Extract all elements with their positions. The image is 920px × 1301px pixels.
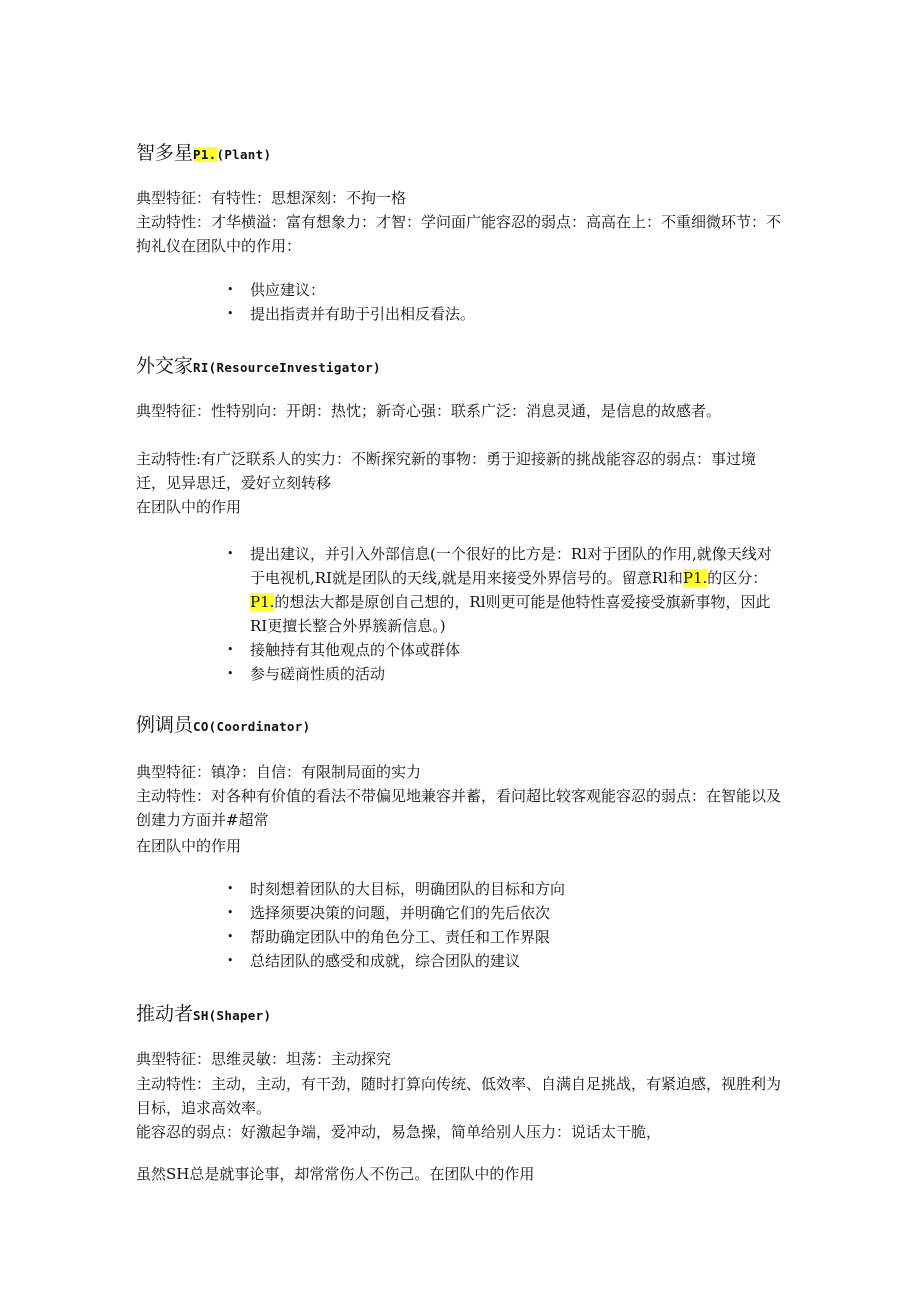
heading-cn: 推动者 [136,1003,194,1025]
co-typical: 典型特征：镇净：自信：有限制局面的实力 [136,763,422,781]
bullet-text: 的想法大都是原创自己想的，Rl则更可能是他特性喜爱接受旗新事物，因此RI更擅长整合外界簇新信息。) [250,593,771,635]
heading-cn: 例调员 [136,714,194,736]
list-item: • 接触持有其他观点的个体或群体 [226,638,786,662]
heading-abbr: CO [193,719,209,734]
section-heading-co [136,712,310,740]
sh-weakness: 能容忍的弱点：好激起争端，爱冲动，易急操，简单给别人压力：说话太干脆， [136,1123,662,1141]
highlight-p1: P1. [250,593,275,611]
list-item: • 提出指责并有助于引出相反看法。 [226,302,786,326]
heading-abbr: RI [193,360,209,375]
section-heading-plant [136,140,271,168]
heading-cn: 外交家 [136,355,194,377]
bullet-text: 提出建议，并引入外部信息(一个很好的比方是：Rl对于团队的作用,就像天线对于电视机,RI就是团队的天线,就是用来接受外界信号的。留意Rl和 [250,545,772,587]
list-item: • 总结团队的感受和成就，综合团队的建议 [226,949,786,973]
heading-full: (Shaper) [208,1008,272,1023]
heading-full: (Plant) [216,147,272,162]
ri-active: 主动特性:有广泛联系人的实力：不断探究新的事物：勇于迎接新的挑战能容忍的弱点：事过境迁，见异思迁，爱好立刻转移 [136,450,757,492]
heading-code [193,719,310,734]
highlight-p1: P1. [682,569,708,587]
sh-active: 主动特性：主动，主动，有干劲，随时打算向传统、低效率、自满自足挑战，有紧迫感，视胜利为目标，追求高效率。 [136,1075,782,1117]
list-item [226,542,786,638]
plant-active: 主动特性：才华横溢：富有想象力：才智：学问面广能容忍的弱点：高高在上：不重细微环节：不拘礼仪在团队中的作用： [136,213,782,255]
co-active: 主动特性：对各种有价值的看法不带偏见地兼容并蓄，看问超比较客观能容忍的弱点：在智能以及创建力方面并#超常 [136,787,782,829]
heading-code [193,147,271,162]
plant-role-list [226,278,786,326]
sh-typical: 典型特征：思维灵敏：坦荡：主动探究 [136,1050,392,1068]
bullet-text: 的区分： [707,569,768,587]
plant-typical: 典型特征：有特性：思想深刻：不拘一格 [136,189,407,207]
section-heading-ri [136,353,381,381]
co-role-label: 在团队中的作用 [136,837,242,855]
ri-role-list [226,542,786,686]
ri-typical: 典型特征：性特别向：开朗：热忱；新奇心强：联系广泛：消息灵通，是信息的故感者。 [136,402,722,420]
co-role-list [226,877,786,973]
heading-code [193,1008,271,1023]
heading-abbr: SH [193,1008,209,1023]
list-item: • 帮助确定团队中的角色分工、责任和工作界限 [226,925,786,949]
heading-full: (Coordinator) [208,719,311,734]
heading-full: (ResourceInvestigator) [208,360,381,375]
list-item: • 选择须要决策的问题，并明确它们的先后依次 [226,901,786,925]
sh-role: 虽然SH总是就事论事，却常常伤人不伤己。在团队中的作用 [136,1165,535,1183]
list-item: • 参与磋商性质的活动 [226,662,786,686]
list-item: • 供应建议： [226,278,786,302]
section-heading-sh [136,1001,271,1029]
list-item: • 时刻想着团队的大目标，明确团队的目标和方向 [226,877,786,901]
heading-code [193,360,381,375]
heading-cn: 智多星 [136,142,194,164]
highlight-code: P1. [193,147,217,162]
ri-role-label: 在团队中的作用 [136,498,242,516]
